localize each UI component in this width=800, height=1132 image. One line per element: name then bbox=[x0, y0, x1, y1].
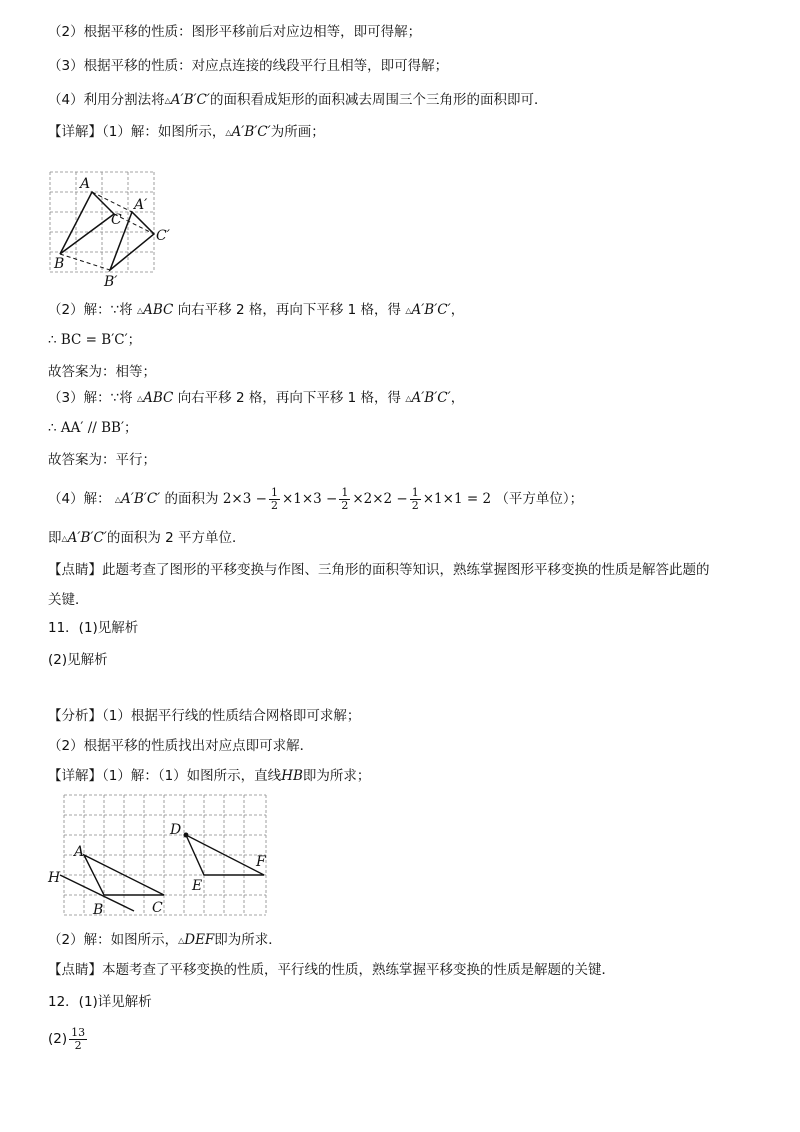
triangle-name: A′B′C′ bbox=[170, 92, 210, 108]
fraction-numerator: 1 bbox=[341, 485, 349, 499]
triangle-symbol: △ bbox=[114, 495, 122, 504]
triangle-symbol: △ bbox=[178, 936, 185, 945]
triangle-abc bbox=[60, 192, 114, 254]
text-segment: ， bbox=[450, 390, 465, 406]
answer-line: 12．(1)详见解析 bbox=[48, 994, 152, 1010]
connector-bb1 bbox=[60, 254, 110, 270]
fraction-denominator: 2 bbox=[411, 498, 419, 512]
label-a1: A′ bbox=[134, 197, 148, 213]
triangle-def bbox=[186, 835, 264, 875]
fraction-numerator: 13 bbox=[71, 1025, 86, 1039]
fraction-numerator: 1 bbox=[411, 485, 419, 499]
label-a: A bbox=[80, 176, 91, 192]
expr-part: ×1×3 − bbox=[281, 491, 338, 507]
text-line: ∴ BC = B′C′； bbox=[48, 332, 142, 348]
triangle-name: A′B′C′ bbox=[121, 491, 161, 507]
label-f: F bbox=[256, 854, 266, 870]
text-segment: 的面积为 bbox=[164, 491, 219, 507]
text-segment: （2）解：∵将 bbox=[48, 302, 133, 318]
text-line bbox=[48, 122, 325, 143]
label-h: H bbox=[48, 870, 61, 886]
label-c: C bbox=[111, 212, 122, 228]
triangle-symbol: △ bbox=[225, 128, 232, 137]
text-segment: 即为所求； bbox=[302, 768, 371, 784]
text-segment: 即为所求． bbox=[214, 932, 282, 948]
text-line bbox=[48, 388, 464, 409]
fraction bbox=[410, 487, 421, 512]
answer-line: (2)见解析 bbox=[48, 652, 108, 668]
expr-part: 2×3 − bbox=[222, 491, 267, 507]
point-d bbox=[184, 833, 189, 838]
triangle-name: A′B′C′ bbox=[67, 530, 107, 546]
text-line: 【点睛】此题考查了图形的平移变换与作图、三角形的面积等知识，熟练掌握图形平移变换的性质是解答此题的 bbox=[48, 562, 710, 578]
translation-figure-2 bbox=[46, 792, 272, 920]
text-segment: (2) bbox=[48, 1031, 68, 1047]
text-segment: （平方单位）； bbox=[495, 491, 584, 507]
text-line: （2）根据平移的性质找出对应点即可求解． bbox=[48, 738, 314, 754]
triangle-symbol: △ bbox=[61, 534, 68, 543]
text-segment: 【详解】（1）解：（1）如图所示，直线 bbox=[48, 768, 282, 784]
label-d: D bbox=[170, 822, 182, 838]
text-line: 关键． bbox=[48, 592, 89, 608]
label-a: A bbox=[74, 844, 85, 860]
fraction-numerator: 1 bbox=[270, 485, 278, 499]
label-b: B bbox=[54, 256, 65, 272]
text-line: ∴ AA′ // BB′； bbox=[48, 420, 138, 436]
label-c1: C′ bbox=[156, 228, 170, 244]
triangle-symbol: △ bbox=[405, 394, 412, 403]
fraction-denominator: 2 bbox=[74, 1038, 82, 1052]
text-line: 【点睛】本题考查了平移变换的性质，平行线的性质，熟练掌握平移变换的性质是解题的关键． bbox=[48, 962, 615, 978]
triangle-name: ABC bbox=[143, 302, 174, 318]
text-line: （3）根据平移的性质：对应点连接的线段平行且相等，即可得解； bbox=[48, 58, 449, 74]
text-line: （2）根据平移的性质：图形平移前后对应边相等，即可得解； bbox=[48, 24, 422, 40]
text-segment: 的面积看成矩形的面积减去周围三个三角形的面积即可． bbox=[209, 92, 548, 108]
text-line bbox=[48, 300, 464, 321]
label-c: C bbox=[152, 900, 163, 916]
text-line bbox=[48, 90, 547, 111]
text-line: 【分析】（1）根据平行线的性质结合网格即可求解； bbox=[48, 708, 361, 724]
label-b: B bbox=[93, 902, 104, 918]
fraction-denominator: 2 bbox=[270, 498, 278, 512]
expr-part: ×2×2 − bbox=[352, 491, 408, 507]
triangle-name: A′B′C′ bbox=[411, 390, 451, 406]
text-line bbox=[48, 930, 282, 951]
triangle-name: A′B′C′ bbox=[411, 302, 451, 318]
text-segment: 【详解】（1）解：如图所示， bbox=[48, 124, 226, 140]
text-line bbox=[48, 766, 370, 786]
fraction bbox=[339, 487, 350, 512]
triangle-symbol: △ bbox=[405, 306, 412, 315]
triangle-symbol: △ bbox=[164, 96, 171, 105]
translation-figure-1 bbox=[48, 170, 188, 290]
text-segment: 向右平移 2 格，再向下平移 1 格，得 bbox=[177, 390, 402, 406]
connector-aa1 bbox=[92, 192, 132, 212]
text-segment: 即 bbox=[48, 530, 62, 546]
label-e: E bbox=[192, 878, 203, 894]
text-segment: 的面积为 2 平方单位． bbox=[106, 530, 246, 546]
triangle-name: DEF bbox=[184, 932, 215, 948]
fraction-denominator: 2 bbox=[341, 498, 349, 512]
triangle-symbol: △ bbox=[136, 306, 144, 315]
line-name: HB bbox=[281, 768, 303, 784]
expr-part: ×1×1 = 2 bbox=[422, 491, 492, 507]
text-segment: ， bbox=[450, 302, 465, 318]
answer-line: 11．(1)见解析 bbox=[48, 620, 139, 636]
text-segment: 向右平移 2 格，再向下平移 1 格，得 bbox=[177, 302, 402, 318]
text-line: 故答案为：平行； bbox=[48, 452, 156, 468]
triangle-name: A′B′C′ bbox=[231, 124, 271, 140]
text-line bbox=[48, 528, 246, 549]
fraction bbox=[69, 1027, 87, 1052]
text-line: 故答案为：相等； bbox=[48, 364, 156, 380]
fraction bbox=[269, 487, 280, 512]
label-b1: B′ bbox=[104, 274, 118, 290]
answer-line bbox=[48, 1024, 89, 1054]
text-segment: （3）解：∵将 bbox=[48, 390, 133, 406]
text-segment: （2）解：如图所示， bbox=[48, 932, 179, 948]
text-segment: 为所画； bbox=[270, 124, 325, 140]
triangle-symbol: △ bbox=[136, 394, 144, 403]
text-segment: （4）解： bbox=[48, 491, 111, 507]
triangle-name: ABC bbox=[143, 390, 174, 406]
area-expression bbox=[48, 484, 583, 515]
text-segment: （4）利用分割法将 bbox=[48, 92, 165, 108]
